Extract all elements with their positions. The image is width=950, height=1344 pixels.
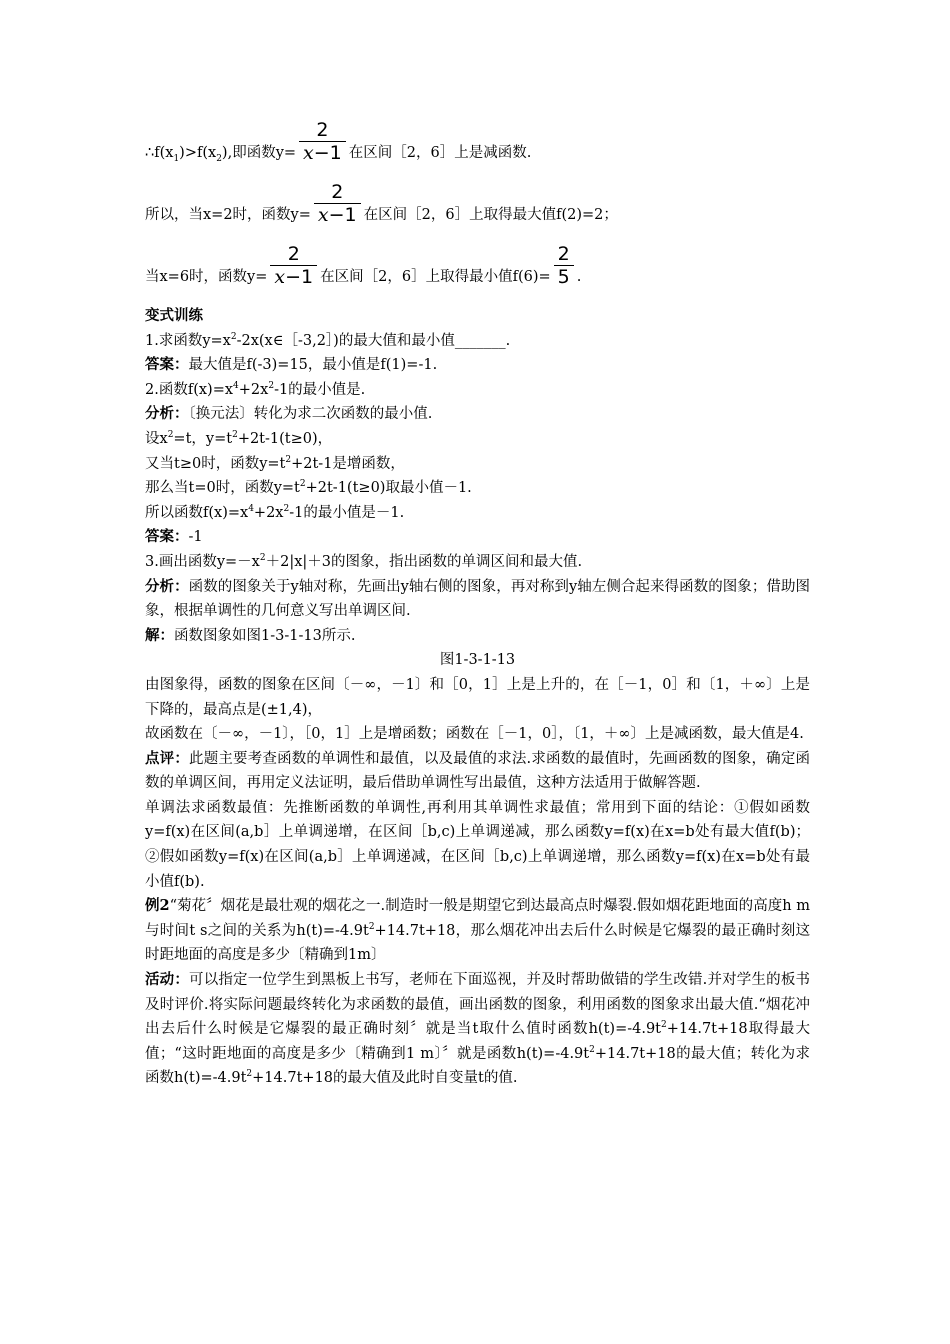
superscript: 2: [299, 479, 306, 490]
text: 1.求函数y=x: [145, 332, 231, 349]
superscript: 2: [285, 454, 292, 465]
analysis-2: [145, 402, 810, 427]
denominator: [270, 265, 317, 288]
answer-label: 答案：: [145, 528, 189, 546]
text: 在区间［2，6］上是减函数.: [348, 145, 532, 162]
variable: x: [274, 266, 286, 288]
superscript: 2: [589, 1044, 595, 1055]
section-heading: 变式训练: [145, 307, 203, 324]
text: −1: [328, 204, 357, 226]
fraction-2-over-x-minus-1: [314, 181, 361, 226]
variable: x: [317, 204, 329, 226]
text: 3.画出函数y=－x: [145, 553, 260, 570]
superscript: 2: [232, 430, 238, 441]
text: -1: [188, 529, 203, 546]
superscript: 2: [268, 380, 275, 391]
text: -1的最小值是.: [274, 381, 366, 398]
numerator: 2: [287, 243, 300, 265]
text: -1的最小值是－1.: [289, 504, 405, 521]
text: 在区间［2，6］上取得最小值f(6)=: [320, 269, 551, 286]
superscript: 2: [368, 922, 375, 933]
question-3: [145, 550, 810, 575]
solution-3: [145, 624, 810, 649]
text: 那么当t=0时，函数y=t: [145, 480, 300, 497]
example-2: [145, 894, 810, 968]
superscript: 2: [230, 331, 237, 342]
min-value-line: [145, 242, 810, 292]
paragraph-monotonic-conclusion: 故函数在〔－∞，－1〕，［0，1］上是增函数；函数在［－1，0］，〔1，＋∞〕上是减函数，最大值是4.: [145, 726, 804, 743]
numerator: 2: [316, 119, 329, 141]
text: +2x: [253, 504, 284, 521]
max-value-line: [145, 180, 810, 230]
text: 当x=6时，函数y=: [145, 269, 268, 286]
text: +2t-1是增函数，: [291, 455, 405, 472]
superscript: 4: [233, 380, 239, 391]
text: ∴f(x: [145, 145, 174, 162]
paragraph-graph-analysis: 由图象得，函数的图象在区间〔－∞，－1〕和［0，1］上是上升的，在［－1，0］和〔1，＋∞〕上是下降的，最高点是(±1,4)，: [145, 676, 810, 718]
numerator: 2: [557, 243, 570, 265]
text: 函数的图象关于y轴对称，先画出y轴右侧的图象，再对称到y轴左侧合起来得函数的图象；借助图象，根据单调性的几何意义写出单调区间.: [145, 578, 811, 620]
figure-caption: 图1-3-1-13: [439, 652, 516, 669]
analysis-3: [145, 575, 810, 624]
analysis-label: 分析：: [145, 405, 189, 423]
answer-label: 答案：: [145, 356, 189, 374]
document-page: [145, 118, 810, 1091]
activity-label: 活动：: [145, 971, 190, 989]
text: 〔换元法〕转化为求二次函数的最小值.: [188, 406, 433, 423]
text: ＋2|x|＋3的图象，指出函数的单调区间和最大值.: [265, 553, 583, 570]
text: “菊花〞烟花是最壮观的烟花之一.制造时一般是期望它到达最高点时爆裂.假如烟花距地面的高度h m与时间t s之间的关系为h(t)=-4.9t: [145, 898, 810, 939]
text: +2t-1(t≥0)，: [237, 430, 333, 447]
denominator: [314, 203, 361, 226]
numerator: 2: [331, 181, 344, 203]
step-3: [145, 476, 810, 501]
text: −1: [285, 266, 314, 288]
paragraph-monotonic-method: 单调法求函数最值：先推断函数的单调性,再利用其单调性求最值；常用到下面的结论：①假如函数y=f(x)在区间(a,b］上单调递增，在区间［b,c)上单调递减，那么函数y=f(x)在x=b处有最大值f(b)；②假如函数y=f(x)在区间(a,b］上单调递减，在区间［b,c)上单调递增，那么函数y=f(x)在x=b处有最小值f(b).: [145, 799, 810, 890]
denominator: [299, 141, 346, 164]
variable: x: [303, 142, 314, 164]
text: +14.7t+18的最大值及此时自变量t的值.: [252, 1070, 518, 1087]
text: 又当t≥0时，函数y=t: [145, 455, 286, 472]
text: 所以函数f(x)=x: [145, 504, 249, 521]
superscript: 4: [248, 503, 254, 514]
conclusion-line-decreasing: [145, 118, 810, 168]
denominator: 5: [554, 265, 574, 288]
question-1: [145, 329, 810, 354]
question-2: [145, 378, 810, 403]
text: 此题主要考查函数的单调性和最值，以及最值的求法.求函数的最值时，先画函数的图象，确定函数的单调区间，再用定义法证明，最后借助单调性写出最值，这种方法适用于做解答题.: [145, 750, 811, 792]
text: 2.函数f(x)=x: [145, 381, 234, 398]
text: +14.7t+18，那么烟花冲出去后什么时候是它爆裂的最正确时刻这时距地面的高度是多少〔精确到1m〕: [145, 922, 810, 964]
comment-label: 点评：: [145, 749, 190, 767]
step-4: [145, 501, 810, 526]
analysis-label: 分析：: [145, 577, 189, 595]
comment: [145, 747, 810, 796]
text: 所以，当x=2时，函数y=: [145, 207, 311, 224]
text: ),即函数y=: [221, 145, 297, 162]
text: 最大值是f(-3)=15，最小值是f(1)=-1.: [188, 357, 438, 374]
superscript: 2: [259, 553, 266, 564]
text: 函数图象如图1-3-1-13所示.: [174, 627, 356, 644]
superscript: 2: [167, 430, 174, 441]
superscript: 2: [661, 1020, 667, 1031]
text: =t，y=t: [173, 430, 233, 447]
text: 可以指定一位学生到黑板上书写，老师在下面巡视，并及时帮助做错的学生改错.并对学生的板书及时评价.将实际问题最终转化为求函数的最值，画出函数的图象，利用函数的图象求出最大值.“烟花冲出去后什么时候是它爆裂的最正确时刻〞就是当t取什么值时函数h(t)=-4.9t: [145, 972, 811, 1038]
fraction-2-over-x-minus-1: [270, 243, 317, 288]
subscript: 1: [173, 154, 180, 165]
superscript: 2: [246, 1069, 253, 1080]
text: −1: [313, 142, 342, 164]
text: )>f(x: [179, 145, 217, 162]
text: +2x: [238, 381, 269, 398]
text: 设x: [145, 430, 168, 447]
activity: [145, 968, 810, 1091]
text: +2t-1(t≥0)取最小值－1.: [305, 480, 472, 497]
text: +14.7t+18取得最大值；“这时距地面的高度是多少〔精确到1 m〕〞就是函数h(t)=-4.9t: [145, 1021, 810, 1062]
text: 在区间［2，6］上取得最大值f(2)=2；: [363, 207, 618, 224]
fraction-2-over-x-minus-1: [299, 119, 346, 164]
answer-1: [145, 353, 810, 378]
text: -2x(x∈［-3,2］)的最大值和最小值_______.: [236, 332, 511, 349]
step-1: [145, 427, 810, 452]
text: +14.7t+18的最大值；转化为求函数h(t)=-4.9t: [145, 1045, 810, 1087]
subscript: 2: [216, 154, 222, 165]
fraction-2-over-5: [554, 243, 574, 288]
answer-2: [145, 525, 810, 550]
example-label: 例2: [145, 897, 170, 915]
step-2: [145, 452, 810, 477]
text: .: [576, 269, 582, 286]
superscript: 2: [283, 503, 290, 514]
solution-label: 解：: [145, 626, 174, 644]
